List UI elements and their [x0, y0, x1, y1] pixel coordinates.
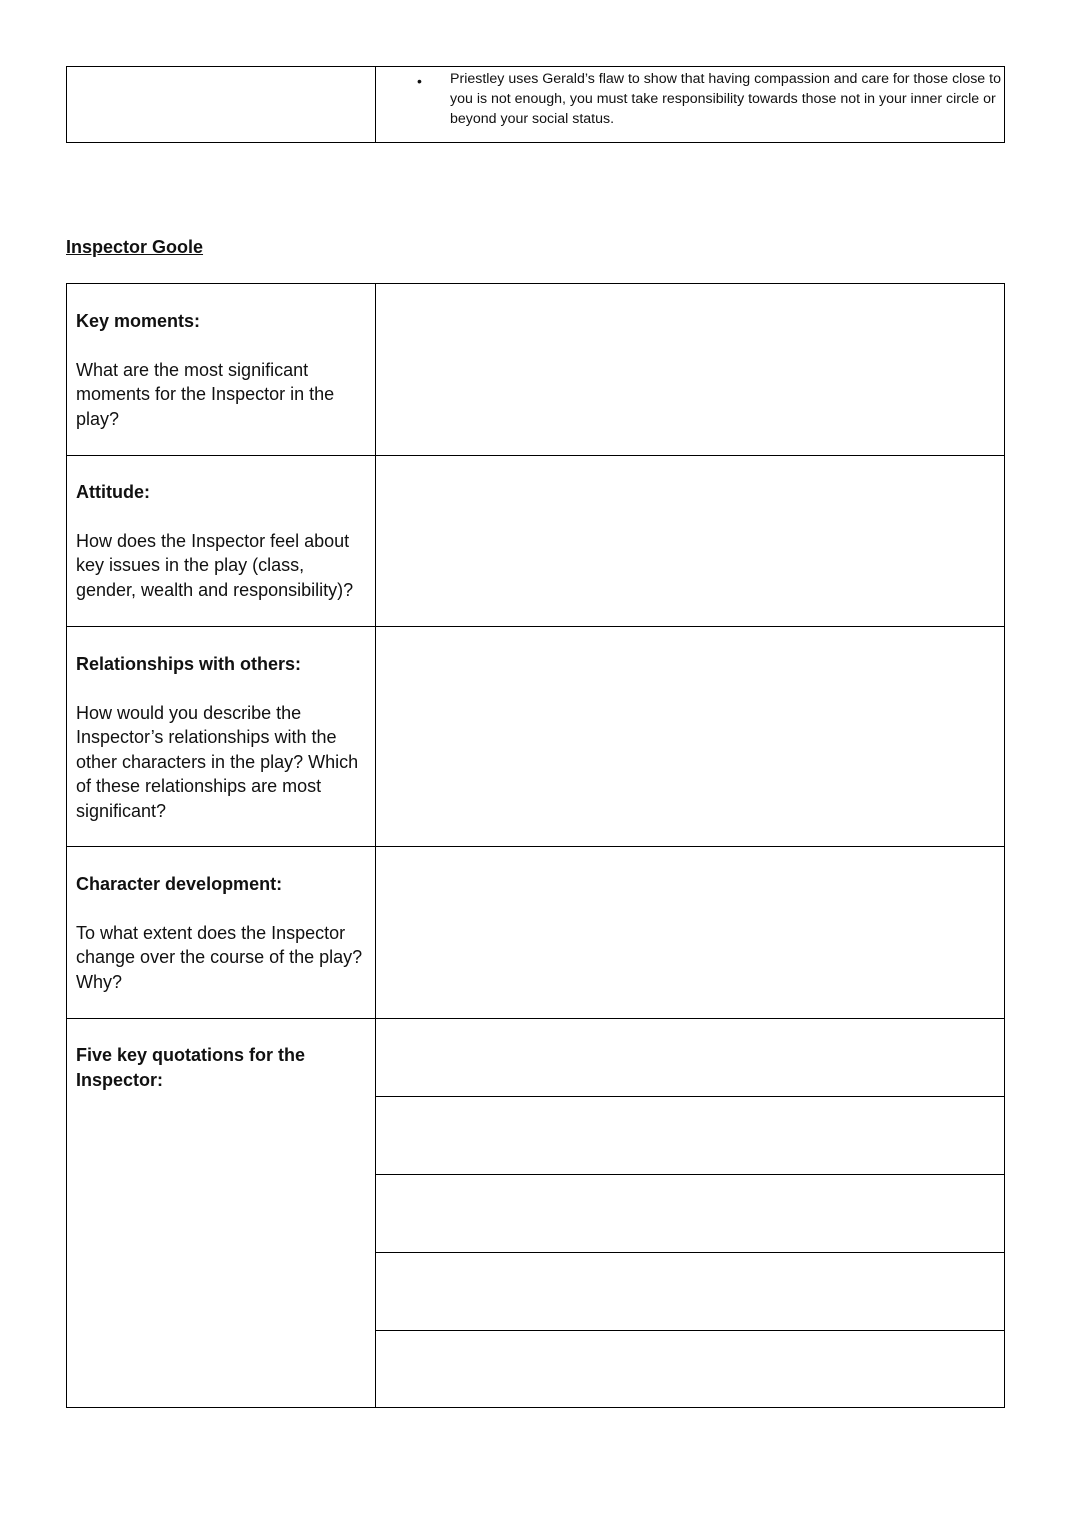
relationships-question: How would you describe the Inspector’s relationships with the other characters in the play? Which of these relationships are most significant?: [76, 702, 359, 821]
relationships-label: Relationships with others:: [76, 654, 302, 674]
character-development-label: Character development:: [76, 874, 283, 894]
attitude-label: Attitude:: [76, 482, 150, 502]
column-divider: [375, 67, 376, 142]
quotation-divider: [375, 1252, 1004, 1253]
section-title: Inspector Goole: [66, 237, 204, 257]
key-moments-answer-box[interactable]: [377, 285, 1004, 455]
attitude-answer-box[interactable]: [377, 457, 1004, 626]
quotation-answer-box-1[interactable]: [377, 1020, 1004, 1096]
character-development-answer-box[interactable]: [377, 848, 1004, 1018]
attitude-question: How does the Inspector feel about key issues in the play (class, gender, wealth and responsibility)?: [76, 530, 354, 600]
previous-table-continuation: [66, 66, 1005, 143]
row-divider: [67, 626, 1004, 627]
character-development-prompt: [76, 872, 368, 994]
quotation-answer-box-4[interactable]: [377, 1254, 1004, 1330]
quotations-prompt: [76, 1043, 368, 1092]
character-analysis-table: [66, 283, 1005, 1408]
key-moments-label: Key moments:: [76, 311, 201, 331]
row-divider: [67, 1018, 1004, 1019]
row-divider: [67, 846, 1004, 847]
attitude-prompt: [76, 480, 368, 602]
gerald-flaw-note: Priestley uses Gerald’s flaw to show that having compassion and care for those close to you is not enough, you must take responsibility towards those not in your inner circle or beyond your social status.: [450, 71, 1001, 127]
quotation-answer-box-3[interactable]: [377, 1176, 1004, 1252]
quotation-divider: [375, 1096, 1004, 1097]
bullet-point: •: [417, 73, 422, 89]
quotation-answer-box-5[interactable]: [377, 1332, 1004, 1407]
quotation-divider: [375, 1330, 1004, 1331]
key-moments-prompt: [76, 309, 368, 431]
relationships-prompt: [76, 652, 368, 823]
row-divider: [67, 455, 1004, 456]
quotation-divider: [375, 1174, 1004, 1175]
quotation-answer-box-2[interactable]: [377, 1098, 1004, 1174]
quotations-label: Five key quotations for the Inspector:: [76, 1045, 306, 1090]
character-development-question: To what extent does the Inspector change over the course of the play? Why?: [76, 922, 363, 992]
key-moments-question: What are the most significant moments for the Inspector in the play?: [76, 359, 335, 429]
relationships-answer-box[interactable]: [377, 628, 1004, 846]
